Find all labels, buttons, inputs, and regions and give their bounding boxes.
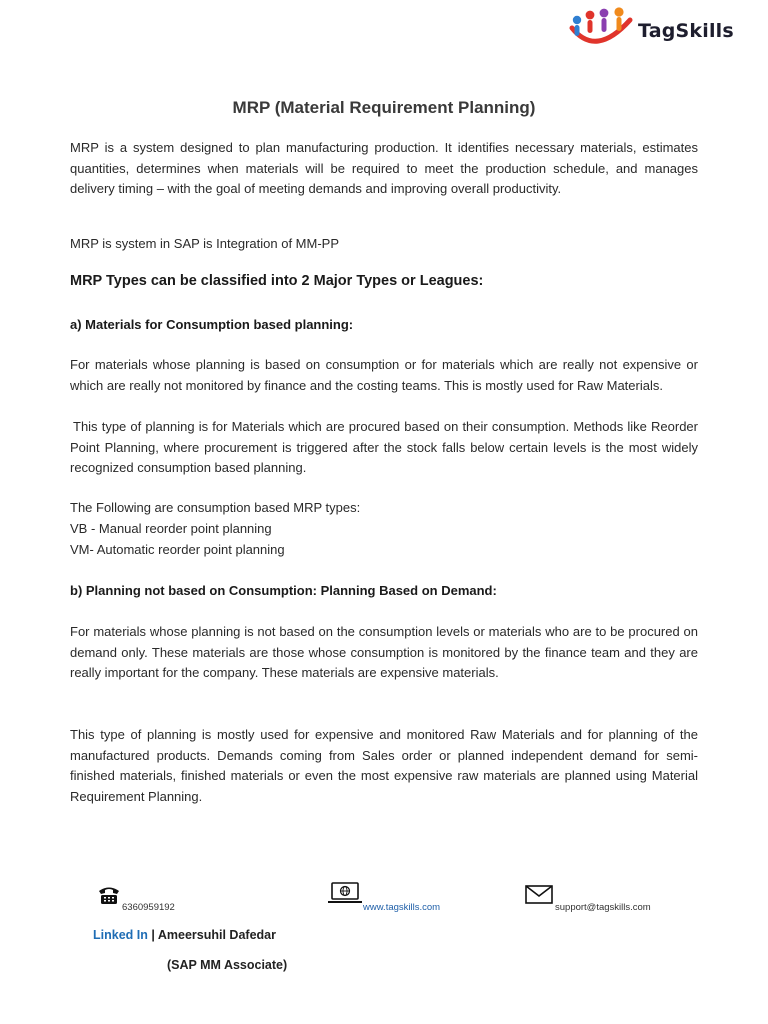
people-logo-icon (566, 6, 636, 52)
author-name: Ameersuhil Dafedar (157, 928, 276, 942)
laptop-globe-icon (327, 881, 363, 905)
section-a-paragraph-1: For materials whose planning is based on consumption or for materials which are really not expensive or which are really not monitored by finance and the costing teams. This is mostly used for Raw Materials. (70, 357, 698, 393)
mrp-type-vb: VB - Manual reorder point planning (70, 521, 272, 536)
phone-icon (97, 885, 121, 905)
brand-logo (566, 6, 762, 52)
integration-text: MRP is system in SAP is Integration of MM-PP (70, 236, 339, 251)
section-a-heading: a) Materials for Consumption based planning: (70, 317, 354, 332)
separator: | (151, 928, 155, 942)
section-a-paragraph-2: This type of planning is for Materials which are procured based on their consumption. Methods like Reorder Point Planning, where procurement is triggered after the stock falls below certain levels is the most widely recognized consumption based planning. (70, 419, 698, 476)
mrp-type-vm: VM- Automatic reorder point planning (70, 542, 285, 557)
types-list-intro: The Following are consumption based MRP types: (70, 500, 361, 515)
email-link[interactable]: support@tagskills.com (555, 902, 651, 913)
section-b-heading: b) Planning not based on Consumption: Planning Based on Demand: (70, 583, 497, 598)
page-title: MRP (Material Requirement Planning) (232, 98, 536, 117)
major-types-heading: MRP Types can be classified into 2 Major Types or Leagues: (70, 273, 484, 289)
brand-name: TagSkills (638, 20, 734, 42)
author-role: (SAP MM Associate) (167, 958, 288, 972)
email-icon (525, 885, 553, 905)
section-b-paragraph-1: For materials whose planning is not based on the consumption levels or materials who are to be procured on demand only. These materials are those whose consumption is monitored by the finance team and they are really important for the company. These materials are expensive materials. (70, 624, 698, 681)
phone-number: 6360959192 (122, 902, 175, 913)
section-b-paragraph-2: This type of planning is mostly used for expensive and monitored Raw Materials and for planning of the manufactured products. Demands coming from Sales order or planned independent demand for semi-finished materials, finished materials or even the most expensive raw materials are planned using Material Requirement Planning. (70, 727, 698, 804)
website-link[interactable]: www.tagskills.com (363, 902, 441, 913)
linkedin-line (93, 928, 276, 942)
linkedin-link[interactable]: Linked In (93, 928, 148, 942)
intro-paragraph: MRP is a system designed to plan manufacturing production. It identifies necessary materials, estimates quantities, determines when materials will be required to meet the production schedule, and manages delivery timing – with the goal of meeting demands and improving overall productivity. (70, 140, 698, 197)
